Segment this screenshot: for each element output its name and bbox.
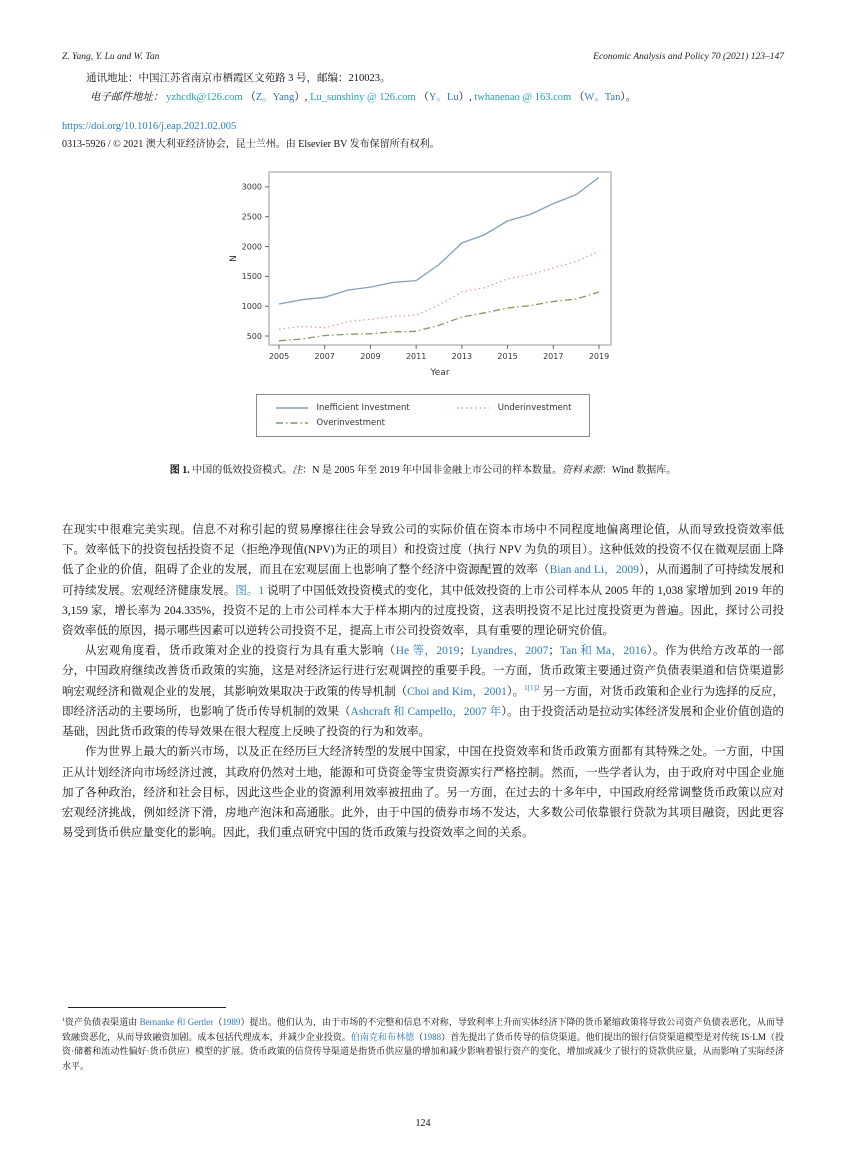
footnote-text [62,1015,784,1073]
copyright-line: 0313-5926 / © 2021 澳大利亚经济协会，昆士兰州。由 Elsevier BV 发布保留所有权利。 [62,138,440,150]
legend-line-sample [275,419,309,427]
citation-year-1989[interactable]: 1989 [222,1017,241,1028]
citation-bernanke-blinder[interactable]: 伯南克和布林德 [350,1031,415,1042]
svg-text:2011: 2011 [405,351,427,361]
text-span: ）。作为供给方改革的一部分，中国政府继续改善货币政策的实施，这是对经济运行进行宏观调控的重要手段。一方面，货币政策主要通过资产负债表渠道和信贷渠道影响宏观经济和微观企业的发展，其影响效果取决于政策的传导机制（ [62,645,785,698]
text-span: 资料来源 [561,464,602,476]
legend-label: Underinvestment [497,402,572,413]
email-yang[interactable]: yzhcdk@126.com [166,92,243,104]
svg-text:2017: 2017 [543,351,564,361]
doi-link[interactable]: https://doi.org/10.1016/j.eap.2021.02.005 [62,120,237,132]
text-span: 中国的低效投资模式。 [189,464,293,476]
svg-text:1500: 1500 [241,272,262,282]
footnote-rule [68,1007,226,1008]
legend-item [275,418,410,428]
running-header-authors: Z. Yang, Y. Lu and W. Tan [62,52,160,62]
citation-choi-kim-2001[interactable]: Choi and Kim，2001 [407,685,507,698]
figure1-legend [256,394,591,437]
citation-tan-ma-2016[interactable]: Tan 和 Ma，2016 [559,645,647,658]
citation-ashcraft-campello-2007[interactable]: Ashcraft 和 Campello，2007 年 [350,705,502,718]
svg-text:2015: 2015 [497,351,518,361]
text-span: ）。由于投资活动是拉动实体经济发展和企业价值创造的基础，因此货币政策的传导效果在很大程度上反映了投资的行为和效率。 [62,705,785,739]
footnote-ref-1[interactable]: 1[1]2 [524,683,540,692]
running-header-journal: Economic Analysis and Policy 70 (2021) 123–147 [593,52,784,62]
text-span: ； [459,645,471,658]
text-span: ）首先提出了货币传导的信贷渠道。他们提出的银行信贷渠道模型是对传统 IS·LM（投资·储蓄和流动性偏好·货币供应）模型的扩展。货币政策的信贷传导渠道是指货币供应量的增加和减少影响着银行资产的变化，增加或减少了银行的贷款供应量，从而影响了实际经济水平。 [62,1031,784,1071]
svg-text:2500: 2500 [241,212,262,222]
legend-item [275,403,410,413]
text-span: ：N 是 2005 年至 2019 年中国非金融上市公司的样本数量。 [302,464,562,476]
figure1-caption [62,461,784,476]
email-tan[interactable]: twhanenao @ 163.com [474,92,572,104]
text-span: ）提出。他们认为，由于市场的不完整和信息不对称，导致利率上升而实体经济下降的货币紧缩政策将导致公司资产负债表恶化，从而导致融资恶化，从而导致融资加剧。成本包括代理成本，并减少企业投资。 [62,1017,784,1042]
text-span: 作为世界上最大的新兴市场，以及正在经历巨大经济转型的发展中国家，中国在投资效率和货币政策方面都有其特殊之处。一方面，中国正从计划经济向市场经济过渡，其政府仍然对土地，能源和可贷资金等宝贵资源实行严格控制。然而，一些学者认为，由于政府对中国企业施加了各种政治，经济和社会目标，因此这些企业的资源利用效率被扭曲了。另一方面，在过去的十多年中，中国政府经常调整货币政策以应对宏观经济挑战，例如经济下滑，房地产泡沫和高通胀。此外，由于中国的债券市场不发达，大多数公司依靠银行贷款为其项目融资，因此更容易受到货币供应量变化的影响。因此，我们重点研究中国的货币政策与投资效率之间的关系。 [62,746,784,840]
page-number: 124 [415,1118,431,1129]
svg-text:2005: 2005 [268,351,290,361]
text-span: ），从而遏制了可持续发展和可持续发展。宏观经济健康发展。 [62,564,784,597]
email-address-line [62,88,784,107]
text-span: （ [414,1031,424,1042]
contact-address-line [62,69,784,88]
legend-item [456,403,572,413]
text-span: 从宏观角度看，货币政策对企业的投资行为具有重大影响（ [85,645,396,658]
text-span: ）。 [506,685,525,698]
figure1-reference[interactable]: 图。1 [235,584,265,597]
figure1-chart [62,164,784,384]
text-span: 在现实中很难完美实现。信息不对称引起的贸易摩擦往往会导致公司的实际价值在资本市场中不同程度地偏离理论值，从而导致投资效率低下。效率低下的投资包括投资不足（拒绝净现值(NPV)为正的项目）和投资过度（执行 NPV 为负的项目）。这种低效的投资不仅在微观层面上降低了企业的价值，阻碍了企业的发展，而且在宏观层面上也影响了整个经济中资源配置的效率（ [62,523,784,577]
text-span: （ [242,92,256,104]
text-span: 资产负债表渠道由 [64,1017,140,1028]
legend-label: Overinvestment [316,417,385,428]
svg-text:Year: Year [430,367,450,378]
footnote-marker-1: 1 [62,1017,65,1024]
figure-1 [62,164,784,476]
legend-line-sample [456,404,490,412]
svg-text:2013: 2013 [451,351,473,361]
figure1-chart-svg [223,164,623,379]
text-span: ）。 [620,92,637,104]
citation-lyandres-2007[interactable]: Lyandres，2007 [470,645,549,658]
doi-line [62,121,784,132]
text-span: （ [571,92,585,104]
paragraph-2 [62,641,784,742]
author-link-yang[interactable]: Z。Yang [255,92,295,104]
text-span: （ [415,92,429,104]
email-lu[interactable]: Lu_sunshiny @ 126.com [310,92,416,104]
text-span: （ [213,1017,223,1028]
text-span: ）, [458,92,475,104]
citation-year-1988[interactable]: 1988 [423,1031,442,1042]
body-text [62,520,784,844]
author-link-tan[interactable]: W。Tan [584,92,621,104]
frontmatter [62,69,784,108]
citation-bernanke-gertler[interactable]: Bernanke 和 Gertler [139,1017,214,1028]
running-header [62,0,784,62]
svg-text:2000: 2000 [241,242,262,252]
paragraph-3 [62,742,784,843]
svg-text:N: N [229,254,239,262]
email-label: 电子邮件地址： [90,92,164,104]
citation-bian-li-2009[interactable]: Bian and Li，2009 [549,564,639,577]
text-span: ：Wind 数据库。 [601,464,677,476]
figure-label: 图 1. [169,464,190,476]
text-span: 注 [292,464,303,476]
paragraph-1 [62,520,784,641]
text-span: 通讯地址：中国江苏省南京市栖霞区文苑路 3 号，邮编：210023。 [86,73,391,84]
svg-text:2009: 2009 [360,351,381,361]
svg-text:2007: 2007 [314,351,335,361]
legend-line-sample [275,404,309,412]
citation-he-2019[interactable]: He 等，2019 [395,645,460,658]
author-link-lu[interactable]: Y。Lu [428,92,459,104]
svg-text:500: 500 [246,331,262,341]
svg-text:2019: 2019 [588,351,610,361]
footnote-1 [62,1007,784,1073]
text-span: ）, [294,92,311,104]
svg-text:3000: 3000 [241,182,262,192]
svg-text:1000: 1000 [241,301,262,311]
text-span: 另一方面，对货币政策和企业行为选择的反应，即经济活动的主要场所，也影响了货币传导机制的效果（ [62,685,784,718]
text-span: ； [548,645,560,658]
text-span: 说明了中国低效投资模式的变化，其中低效投资的上市公司样本从 2005 年的 1,038 家增加到 2019 年的 3,159 家，增长率为 204.335%，投资不足的上市公司样本大于样本期内的过度投资，这表明投资不足比过度投资更为普遍。因此，探讨公司投资效率低的原因，揭示哪些因素可以逆转公司投资不足，提高上市公司投资效率，具有重要的理论研究价值。 [62,584,784,638]
legend-label: Inefficient Investment [316,402,410,413]
